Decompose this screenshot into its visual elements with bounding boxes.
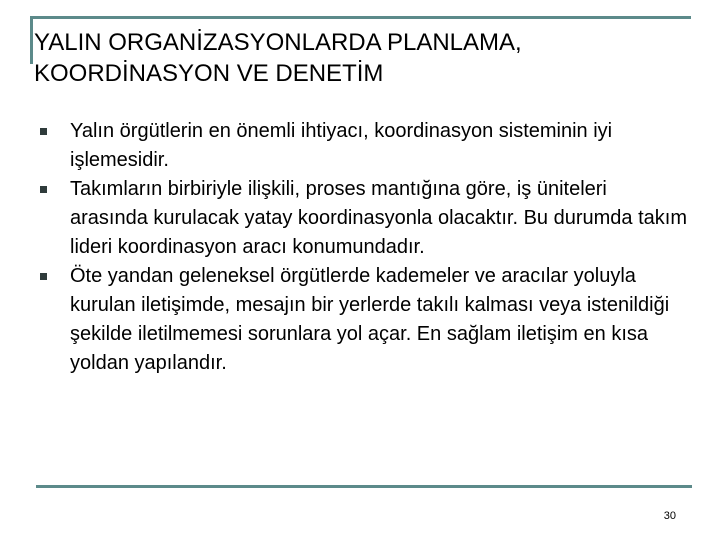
bullet-item [38,262,688,378]
square-bullet-icon [38,262,70,291]
bullet-text: Takımların birbiriyle ilişkili, proses mantığına göre, iş üniteleri arasında kurulacak yatay koordinasyonla olacaktır. Bu durumda takım lideri koordinasyon aracı konumundadır. [70,178,687,258]
bullet-list [38,117,688,378]
top-border-line [30,16,691,19]
bullet-item [38,117,688,175]
square-bullet-icon [38,117,70,146]
slide-title: YALIN ORGANİZASYONLARDA PLANLAMA, KOORDİNASYON VE DENETİM [34,29,522,87]
bullet-item [38,175,688,262]
page-number: 30 [663,510,676,522]
bullet-text: Yalın örgütlerin en önemli ihtiyacı, koordinasyon sisteminin iyi işlemesidir. [70,120,613,171]
left-border-line [30,16,33,64]
bullet-text: Öte yandan geleneksel örgütlerde kademeler ve aracılar yoluyla kurulan iletişimde, mesajın bir yerlerde takılı kalması veya istenildiği şekilde iletilmemesi sorunlara yol açar. En sağlam iletişim en kısa yoldan yapılandır. [70,265,670,374]
bottom-border-line [36,485,692,488]
square-bullet-icon [38,175,70,204]
